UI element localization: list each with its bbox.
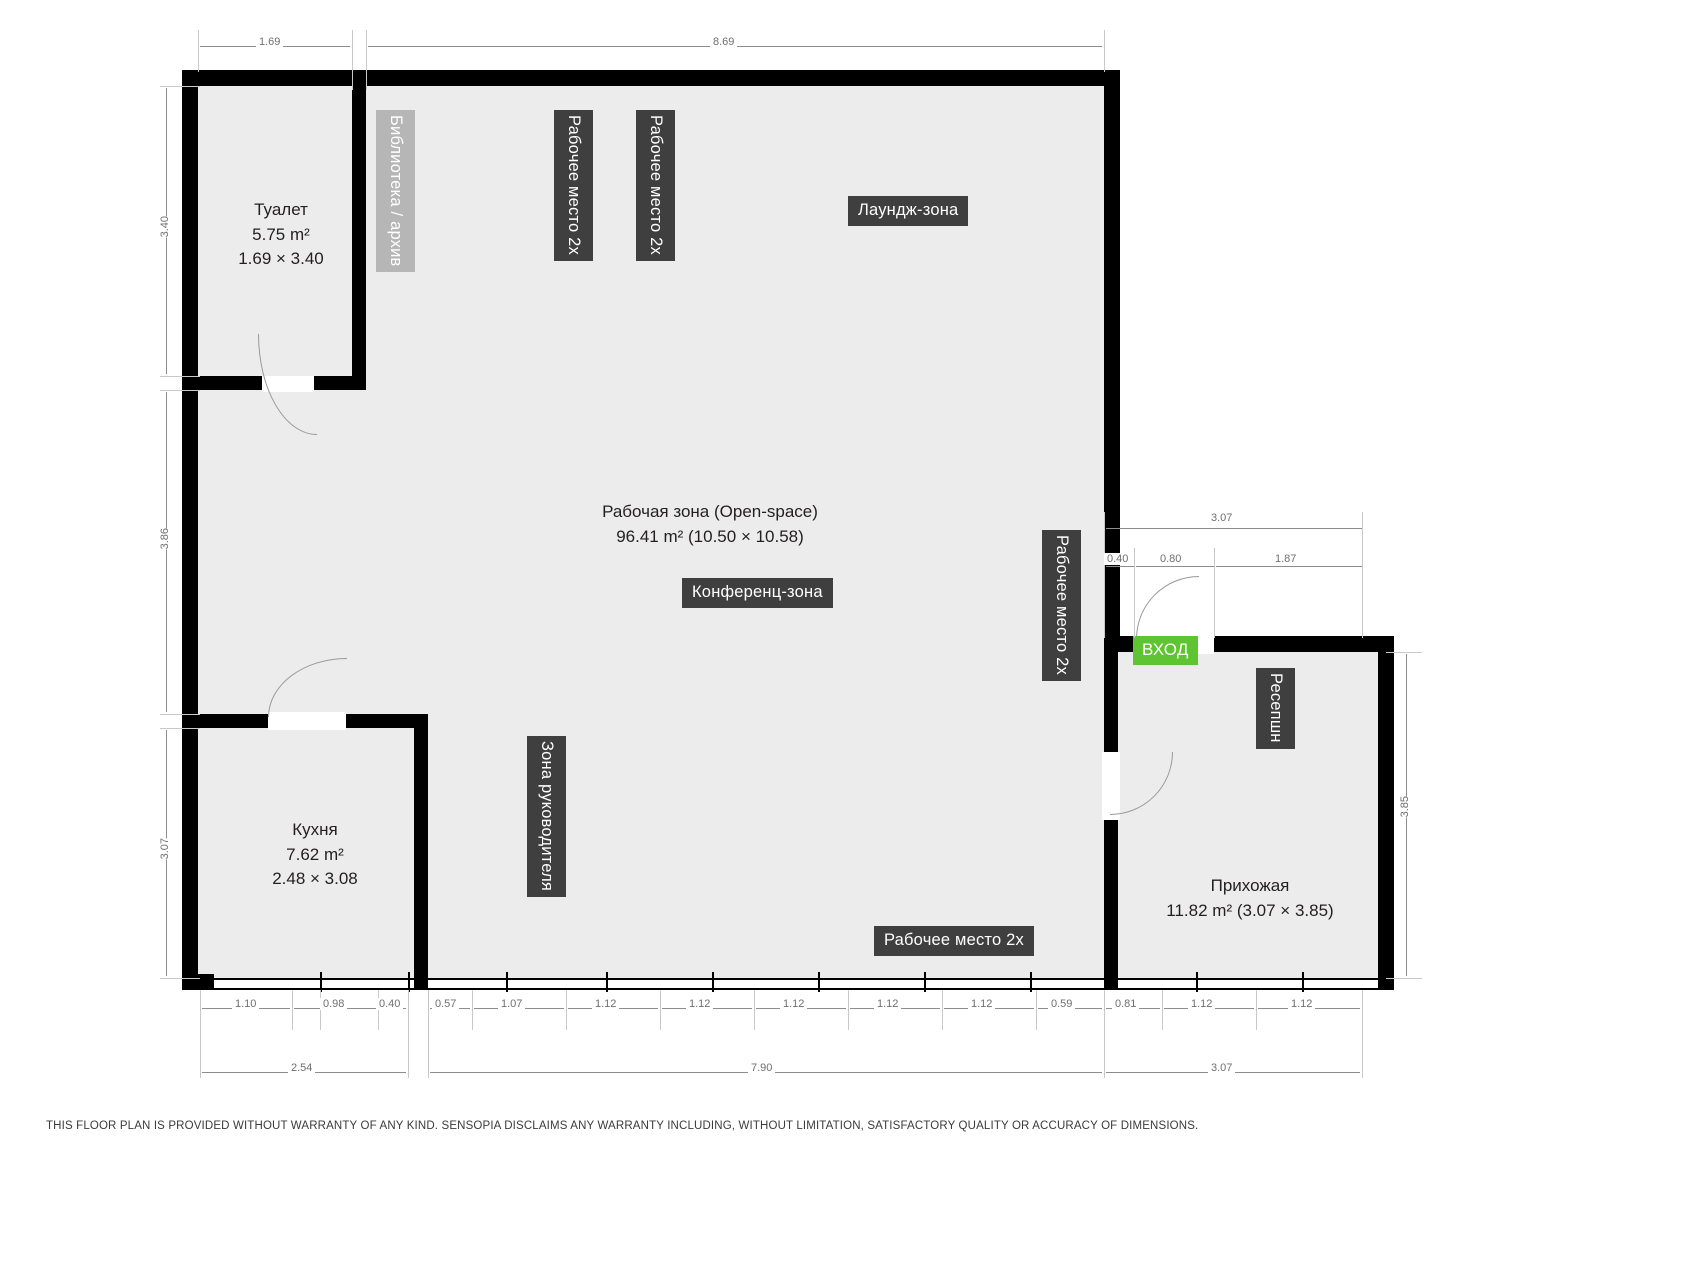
ext-line xyxy=(428,1030,429,1078)
zone-tag-director: Зона руководителя xyxy=(527,736,566,897)
ext-line xyxy=(160,728,200,729)
ext-line xyxy=(292,990,293,1030)
ext-line xyxy=(160,376,200,377)
dim-line-entry-a xyxy=(1106,566,1134,567)
room-label-kitchen xyxy=(220,818,410,892)
zone-tag-workplace-3: Рабочее место 2х xyxy=(1042,530,1081,681)
dim-total-3-07: 3.07 xyxy=(1208,1062,1235,1074)
room-name: Туалет xyxy=(254,200,308,219)
dim-entry-0-80: 0.80 xyxy=(1157,553,1184,565)
dim-line-entry-b xyxy=(1136,566,1214,567)
wall-kitchen-right xyxy=(414,714,428,988)
window-divider xyxy=(712,972,714,992)
zone-tag-library: Библиотека / архив xyxy=(376,110,415,272)
ext-line xyxy=(660,990,661,1030)
dim-line-entry-c xyxy=(1216,566,1362,567)
dim-bottom-1-12-g: 1.12 xyxy=(1288,998,1315,1010)
room-area-dims: 11.82 m² (3.07 × 3.85) xyxy=(1166,900,1334,920)
floor-fill-hallway xyxy=(1106,650,1386,988)
zone-tag-conference: Конференц-зона xyxy=(682,578,833,608)
dim-bottom-1-12-d: 1.12 xyxy=(874,998,901,1010)
wall-hallway-right xyxy=(1378,636,1394,988)
ext-line xyxy=(198,30,199,72)
room-area: 7.62 m² xyxy=(286,844,344,864)
room-dims: 2.48 × 3.08 xyxy=(272,869,358,889)
dim-top-1-69: 1.69 xyxy=(256,36,283,48)
entrance-door-arc xyxy=(1136,576,1199,639)
ext-line xyxy=(1036,990,1037,1030)
dim-bottom-1-12-f: 1.12 xyxy=(1188,998,1215,1010)
dim-left-3-86: 3.86 xyxy=(156,528,174,549)
room-label-hallway xyxy=(1112,874,1388,923)
dim-bottom-1-07: 1.07 xyxy=(498,998,525,1010)
dim-bottom-0-98: 0.98 xyxy=(320,998,347,1010)
room-label-openspace xyxy=(480,500,940,549)
window-divider xyxy=(320,972,322,992)
dim-total-7-90: 7.90 xyxy=(748,1062,775,1074)
window-divider xyxy=(1302,972,1304,992)
ext-line xyxy=(408,1030,409,1078)
ext-line xyxy=(1386,978,1422,979)
zone-tag-reception: Ресепшн xyxy=(1256,668,1295,749)
ext-line xyxy=(848,990,849,1030)
dim-bottom-0-57: 0.57 xyxy=(432,998,459,1010)
dim-bottom-1-12-b: 1.12 xyxy=(686,998,713,1010)
dim-bottom-1-12-c: 1.12 xyxy=(780,998,807,1010)
dim-line-entry-total xyxy=(1106,528,1362,529)
dim-left-3-40: 3.40 xyxy=(156,216,174,237)
dim-total-2-54: 2.54 xyxy=(288,1062,315,1074)
room-name: Кухня xyxy=(292,820,338,839)
zone-tag-workplace-1: Рабочее место 2х xyxy=(554,110,593,261)
ext-line xyxy=(160,978,200,979)
window-divider xyxy=(606,972,608,992)
window-divider xyxy=(1030,972,1032,992)
ext-line xyxy=(408,990,409,1030)
dim-bottom-1-10: 1.10 xyxy=(232,998,259,1010)
dim-right-3-85: 3.85 xyxy=(1396,796,1414,817)
room-area-dims: 96.41 m² (10.50 × 10.58) xyxy=(616,526,804,546)
ext-line xyxy=(1134,548,1135,638)
dim-bottom-0-81: 0.81 xyxy=(1112,998,1139,1010)
dim-left-3-07: 3.07 xyxy=(156,838,174,859)
ext-line xyxy=(1214,548,1215,638)
window-divider xyxy=(818,972,820,992)
dim-bottom-1-12-a: 1.12 xyxy=(592,998,619,1010)
window-divider xyxy=(924,972,926,992)
room-label-toilet xyxy=(196,198,366,272)
dim-line-left-2 xyxy=(166,392,167,712)
ext-line xyxy=(1104,990,1105,1030)
window-divider xyxy=(1196,972,1198,992)
zone-tag-workplace-4: Рабочее место 2х xyxy=(874,926,1034,956)
dim-top-8-69: 8.69 xyxy=(710,36,737,48)
ext-line xyxy=(942,990,943,1030)
ext-line xyxy=(1162,990,1163,1030)
ext-line xyxy=(1104,512,1105,638)
ext-line xyxy=(160,86,200,87)
zone-tag-workplace-2: Рабочее место 2х xyxy=(636,110,675,261)
dim-entry-3-07: 3.07 xyxy=(1208,512,1235,524)
ext-line xyxy=(1104,30,1105,72)
window-band-main xyxy=(428,978,1104,990)
window-divider xyxy=(506,972,508,992)
ext-line xyxy=(1362,1030,1363,1078)
ext-line xyxy=(428,990,429,1030)
room-name: Рабочая зона (Open-space) xyxy=(602,502,818,521)
ext-line xyxy=(352,30,353,90)
dim-bottom-0-59: 0.59 xyxy=(1048,998,1075,1010)
window-band-hallway xyxy=(1118,978,1378,990)
window-divider xyxy=(408,972,410,992)
ext-line xyxy=(160,714,200,715)
ext-line xyxy=(1256,990,1257,1030)
ext-line xyxy=(320,990,321,1030)
room-dims: 1.69 × 3.40 xyxy=(238,249,324,269)
entrance-badge: ВХОД xyxy=(1133,636,1198,665)
ext-line xyxy=(366,30,367,90)
window-band-left xyxy=(214,978,414,990)
dim-bottom-1-12-e: 1.12 xyxy=(968,998,995,1010)
ext-line xyxy=(378,990,379,1030)
ext-line xyxy=(1386,652,1422,653)
wall-top xyxy=(182,70,1120,86)
ext-line xyxy=(1362,990,1363,1030)
room-area: 5.75 m² xyxy=(252,224,310,244)
zone-tag-lounge: Лаундж-зона xyxy=(848,196,968,226)
disclaimer-text: THIS FLOOR PLAN IS PROVIDED WITHOUT WARRANTY OF ANY KIND. SENSOPIA DISCLAIMS ANY WARRANTY INCLUDING, WITHOUT LIMITATION, SATISFACTORY QUALITY OR ACCURACY OF DIMENSIONS. xyxy=(46,1120,1199,1132)
ext-line xyxy=(566,990,567,1030)
room-name: Прихожая xyxy=(1210,876,1290,895)
ext-line xyxy=(754,990,755,1030)
ext-line xyxy=(200,990,201,1030)
ext-line xyxy=(1104,1030,1105,1078)
ext-line xyxy=(160,390,200,391)
dim-entry-0-40: 0.40 xyxy=(1104,553,1131,565)
ext-line xyxy=(200,1030,201,1078)
dim-bottom-0-40: 0.40 xyxy=(376,998,403,1010)
dim-entry-1-87: 1.87 xyxy=(1272,553,1299,565)
ext-line xyxy=(472,990,473,1030)
ext-line xyxy=(1362,512,1363,638)
